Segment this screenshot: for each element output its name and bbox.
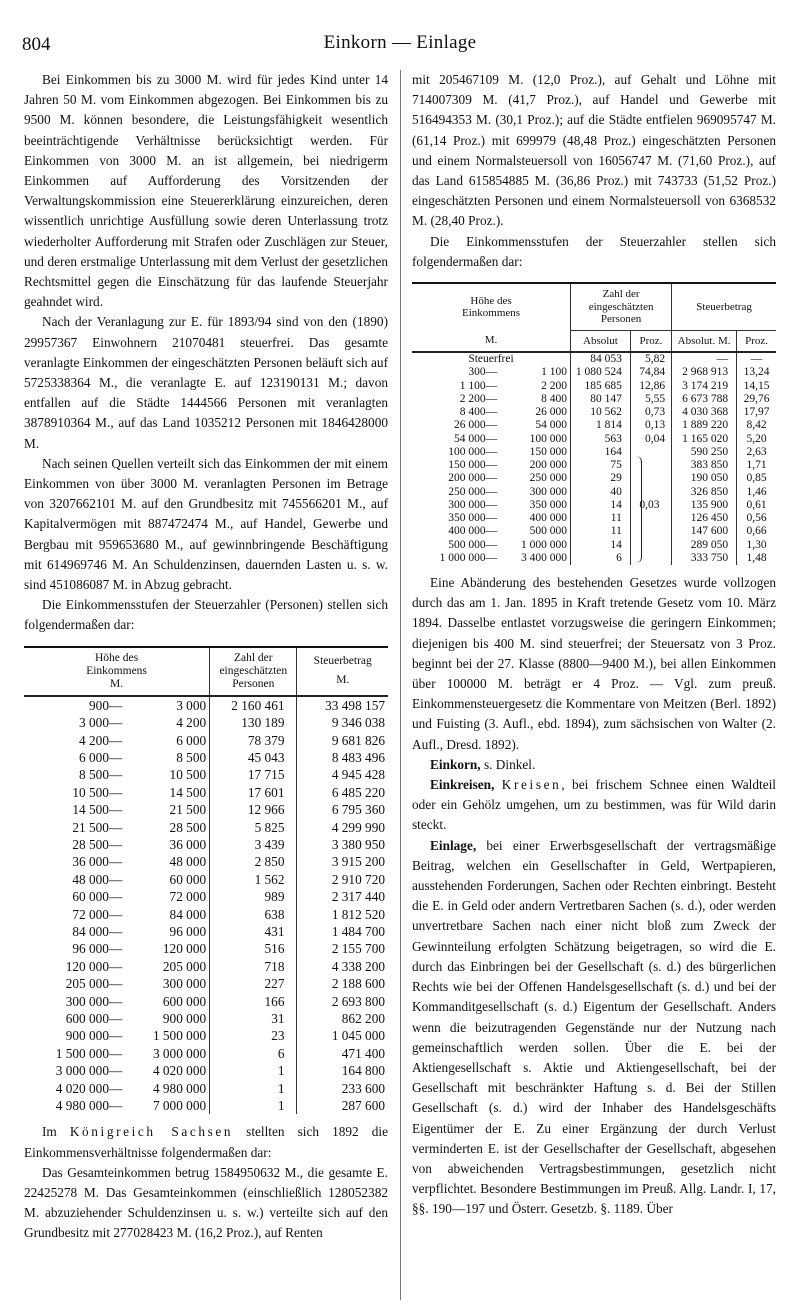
income-to-cell: 4 020 000: [152, 1063, 207, 1079]
income-from-cell: 72 000—: [72, 906, 123, 922]
table-row: [412, 512, 776, 525]
tax-cell: 3 915 200: [297, 853, 388, 870]
tax-cell: 3 380 950: [297, 836, 388, 853]
table-row: [24, 888, 388, 905]
income-from-cell: 60 000—: [72, 889, 123, 905]
income-from-cell: 4 200—: [79, 732, 123, 748]
tax-absolute-cell: 1 165 020: [672, 433, 737, 446]
table-row: [412, 446, 776, 459]
income-to-cell: 2 200: [541, 379, 568, 392]
income-from-cell: 6 000—: [79, 749, 123, 765]
persons-absolute-cell: 563: [571, 433, 631, 446]
tax-percent-cell: 1,46: [737, 486, 776, 499]
persons-cell: 6: [210, 1045, 297, 1062]
tax-percent-cell: 5,20: [737, 433, 776, 446]
income-from-cell: 300 000—: [65, 993, 123, 1009]
persons-absolute-cell: 80 147: [571, 393, 631, 406]
paragraph-saxony-total: Das Gesamteinkommen betrug 1584950632 M., die gesamte E. 22425278 M. Das Gesamteinkommen (einschließlich 128052382 M. abzuziehender Schuldenzinsen u. s. w.) verteilte sich auf den Grundbesitz mit 277028423 M. (16,2 Proz.), auf Renten: [24, 1164, 388, 1241]
income-from-cell: 300—: [468, 366, 498, 379]
header-income: Höhe des Einkommens: [462, 294, 521, 320]
persons-absolute-cell: 84 053: [571, 352, 631, 366]
tax-cell: 287 600: [297, 1097, 388, 1114]
tax-percent-cell: 1,71: [737, 459, 776, 472]
persons-absolute-cell: 6: [571, 552, 631, 565]
entry-einkreisen-headword: Einkreisen,: [430, 777, 495, 793]
column-divider: [400, 70, 401, 1300]
table-row: [412, 419, 776, 432]
persons-cell: 5 825: [210, 819, 297, 836]
income-to-cell: 4 200: [176, 715, 207, 731]
tax-percent-cell: 1,30: [737, 539, 776, 552]
header-tax-label: Steuerbetrag: [313, 655, 372, 668]
saxony-intro-end: stellten sich 1892 die Einkommensverhältnisse folgendermaßen dar:: [24, 1124, 388, 1160]
tax-cell: 1 484 700: [297, 923, 388, 940]
tax-percent-cell: 0,66: [737, 525, 776, 538]
table-row: [24, 714, 388, 731]
table-row: [24, 923, 388, 940]
income-from-cell: 900—: [89, 697, 123, 713]
table-row: [24, 766, 388, 783]
tax-percent-cell: 1,48: [737, 552, 776, 565]
income-from-cell: 900 000—: [65, 1028, 123, 1044]
income-from-cell: 1 100—: [459, 379, 498, 392]
tax-cell: 2 155 700: [297, 940, 388, 957]
income-from-cell: 200 000—: [448, 472, 498, 485]
tax-absolute-cell: 2 968 913: [672, 366, 737, 379]
income-to-cell: 21 500: [169, 802, 207, 818]
income-to-cell: 96 000: [169, 923, 207, 939]
persons-cell: 638: [210, 906, 297, 923]
persons-cell: 17 715: [210, 766, 297, 783]
table-row: [24, 853, 388, 870]
table-row: [24, 784, 388, 801]
tax-percent-cell: 13,24: [737, 366, 776, 379]
tax-absolute-cell: 190 050: [672, 472, 737, 485]
income-from-cell: 300 000—: [448, 498, 498, 511]
persons-absolute-cell: 185 685: [571, 380, 631, 393]
persons-percent-cell: 0,13: [630, 419, 671, 432]
paragraph-saxony-intro: [24, 1122, 388, 1162]
tax-cell: 2 317 440: [297, 888, 388, 905]
persons-cell: 1: [210, 1097, 297, 1114]
persons-cell: 227: [210, 975, 297, 992]
table-row: [412, 525, 776, 538]
income-to-cell: 500 000: [529, 525, 568, 538]
entry-einkreisen: [412, 775, 776, 836]
income-from-cell: 600 000—: [65, 1011, 123, 1026]
table-row: [412, 380, 776, 393]
persons-percent-cell: 12,86: [630, 380, 671, 393]
income-to-cell: 54 000: [535, 419, 568, 432]
table-row: [412, 499, 776, 512]
persons-absolute-cell: 10 562: [571, 406, 631, 419]
tax-absolute-cell: 126 450: [672, 512, 737, 525]
tax-cell: 9 681 826: [297, 732, 388, 749]
persons-cell: 1 562: [210, 871, 297, 888]
tax-absolute-cell: 147 600: [672, 525, 737, 538]
tax-absolute-cell: 135 900: [672, 499, 737, 512]
income-to-cell: 26 000: [535, 406, 568, 419]
header-persons-percent: Proz.: [630, 330, 671, 352]
tax-cell: 2 188 600: [297, 975, 388, 992]
tax-cell: 1 812 520: [297, 906, 388, 923]
tax-percent-cell: 2,63: [737, 446, 776, 459]
table-row: [24, 906, 388, 923]
entry-einlage-text: bei einer Erwerbsgesellschaft der vertragsmäßige Beitrag, welchen ein Gesellschafter in Geld, Wertpapieren, ausstehenden Forderungen, Sachen oder Rechten einbringt. Besteht die E. in Geld oder andern Vertretbaren Sachen (s. d.), oder werden unvertretbare Sachen nach einer nicht bloß zum Zweck der Gewinnteilung erfolgten Schätzung beigetragen, so wird die E. durch das Einbringen bei der Gesellschaft (s. d.) des bürgerlichen Rechts wie bei der Offenen Handelsgesellschaft (s. d.) und bei der Kommanditgesellschaft (s. d.) Eigentum der Gesellschaft. Anders wenn die beizutragenden Gegenstände nur der Nutzung nach gemeinschaftlich werden sollen. Über die E. bei der Aktiengesellschaft s. Aktie und Aktiengesellschaft, bei der Gesellschaft mit beschränkter Haftung s. d. Bei der Stillen Gesellschaft (s. d.) wird der Inhaber des Handelsgeschäfts Eigentümer der E. Zu einer Ergänzung der durch Verlust verminderten E. ist der Gesellschafter der Gesellschaft, abgesehen von abweichenden Vertragsbestimmungen, gesetzlich nicht verpflichtet. Besondere Bestimmungen im Preuß. Allg. Landr. I, 17, §§. 190—197 und Österr. Gesetzb. §. 1189. Über: [412, 837, 776, 1217]
tax-cell: 6 485 220: [297, 784, 388, 801]
table-row: [24, 1097, 388, 1114]
income-from-cell: 2 200—: [459, 392, 498, 405]
income-from-cell: 1 000 000—: [439, 551, 498, 564]
table-row: [24, 1080, 388, 1097]
paragraph-assessment-1893: Nach der Veranlagung zur E. für 1893/94 sind von den (1890) 29957367 Einwohnern 21070481 steuerfrei. Das gesamte veranlagte Einkommen der eingeschätzten Personen beläuft sich auf 5725338364 M., die veranlagte E. auf 123190131 M.; davon entfallen auf die Städte 1444566 Personen mit veranlagten 3878910364 M., auf das Land 1035212 Personen mit 1846428000 M.: [24, 314, 388, 451]
persons-absolute-cell: 14: [571, 499, 631, 512]
persons-absolute-cell: 75: [571, 459, 631, 472]
entry-einkorn-text: s. Dinkel.: [480, 756, 536, 772]
header-tax: Steuerbetrag: [672, 284, 776, 330]
tax-percent-cell: 14,15: [737, 380, 776, 393]
table-row: [412, 459, 776, 472]
table-row: [24, 993, 388, 1010]
persons-percent-cell: 5,55: [630, 393, 671, 406]
income-to-cell: 250 000: [529, 472, 568, 485]
tax-percent-cell: 8,42: [737, 419, 776, 432]
tax-cell: 6 795 360: [297, 801, 388, 818]
persons-absolute-cell: 1 080 524: [571, 366, 631, 379]
tax-absolute-cell: 1 889 220: [672, 419, 737, 432]
bracketed-percent-cell: [630, 446, 671, 565]
income-to-cell: 1 000 000: [521, 538, 568, 551]
income-to-cell: 84 000: [169, 906, 207, 922]
income-from-cell: 400 000—: [448, 525, 498, 538]
tax-percent-cell: 17,97: [737, 406, 776, 419]
income-from-cell: 8 500—: [79, 767, 123, 783]
income-from-cell: 1 500 000—: [55, 1045, 123, 1061]
table-row: [24, 975, 388, 992]
income-to-cell: 3 400 000: [521, 551, 568, 564]
table-row: [24, 1027, 388, 1044]
income-from-cell: 28 500—: [72, 836, 123, 852]
table-row: [24, 732, 388, 749]
header-tax-unit: M.: [336, 674, 350, 687]
bracketed-percent-value: 0,03: [639, 498, 660, 511]
entry-einlage-headword: Einlage,: [430, 837, 477, 853]
running-title: Einkorn — Einlage: [323, 32, 477, 53]
income-from-cell: 3 000—: [79, 715, 123, 731]
table-row: [412, 352, 776, 366]
persons-cell: 23: [210, 1027, 297, 1044]
persons-cell: 78 379: [210, 732, 297, 749]
tax-absolute-cell: 590 250: [672, 446, 737, 459]
income-to-cell: 4 980 000: [152, 1080, 207, 1096]
prussia-table-body: [24, 696, 388, 1115]
right-column: [412, 70, 776, 1220]
paragraph-table-intro-saxony: Die Einkommensstufen der Steuerzahler stellen sich folgendermaßen dar:: [412, 233, 776, 269]
persons-percent-cell: 0,04: [630, 433, 671, 446]
tax-absolute-cell: 383 850: [672, 459, 737, 472]
income-to-cell: 14 500: [169, 784, 207, 800]
income-to-cell: 1 500 000: [152, 1028, 207, 1044]
income-from-cell: 10 500—: [72, 784, 123, 800]
table-row: [412, 366, 776, 379]
income-to-cell: 72 000: [169, 889, 207, 905]
table-row: [412, 486, 776, 499]
income-to-cell: 8 500: [176, 749, 207, 765]
persons-absolute-cell: 1 814: [571, 419, 631, 432]
table-row: [24, 1062, 388, 1079]
paragraph-law-amendment: Eine Abänderung des bestehenden Gesetzes wurde vollzogen durch das am 1. Jan. 1895 in Kraft tretende Gesetz vom 10. März 1894. Dasselbe entlastet vorzugsweise die geringern Einkommen; diejenigen bis 400 M. sind steuerfrei; der Steuersatz von 3 Proz. beginnt bei der 27. Klasse (8800—9400 M.), bei allen Einkommen über 100000 M. beträgt er 4 Proz. — Vgl. zum preuß. Einkommensteuergesetz die Kommentare von Meitzen (Berl. 1892) und Fuisting (3. Aufl., ebd. 1894), zum sächsischen von Walter (2. Aufl., Dresd. 1892).: [412, 575, 776, 752]
persons-cell: 2 850: [210, 853, 297, 870]
tax-cell: 2 693 800: [297, 993, 388, 1010]
tax-cell: 2 910 720: [297, 871, 388, 888]
header-persons-absolute: Absolut: [571, 330, 631, 352]
income-to-cell: 205 000: [162, 958, 207, 974]
income-from-cell: 4 980 000—: [55, 1098, 123, 1114]
income-from-cell: 100 000—: [448, 445, 498, 458]
persons-cell: 431: [210, 923, 297, 940]
tax-cell: 1 045 000: [297, 1027, 388, 1044]
header-tax: [297, 648, 388, 696]
header-tax-absolute: Absolut. M.: [672, 330, 737, 352]
paragraph-income-sources: Nach seinen Quellen verteilt sich das Einkommen der mit einem Einkommen von über 3000 M. veranlagten Personen im Betrage von 3207662101 M. auf den Grundbesitz mit 745566201 M., auf Kapitalvermögen mit 887472474 M., auf Handel, Gewerbe und Bergbau mit 959653680 M., auf gewinnbringende Beschäftigung mit 614969746 M. An Schuldenzinsen, dauernden Lasten u. s. w. sind 451086087 M. in Abzug gebracht.: [24, 455, 388, 593]
persons-cell: 130 189: [210, 714, 297, 731]
income-from-cell: Steuerfrei: [468, 353, 514, 366]
persons-cell: 17 601: [210, 784, 297, 801]
tax-absolute-cell: 4 030 368: [672, 406, 737, 419]
persons-cell: 3 439: [210, 836, 297, 853]
persons-cell: 516: [210, 940, 297, 957]
income-to-cell: 600 000: [162, 993, 207, 1009]
saxony-intro-start: Im: [42, 1124, 70, 1140]
header-income-label: Höhe des Einkommens: [86, 651, 147, 677]
table-row: [24, 940, 388, 957]
tax-cell: 233 600: [297, 1080, 388, 1097]
income-to-cell: 1 100: [541, 366, 568, 379]
persons-cell: 718: [210, 958, 297, 975]
persons-cell: 1: [210, 1062, 297, 1079]
tax-cell: 33 498 157: [297, 696, 388, 714]
persons-cell: 2 160 461: [210, 696, 297, 714]
income-from-cell: 26 000—: [453, 419, 498, 432]
prussia-income-table: [24, 646, 388, 1115]
table-row: [412, 393, 776, 406]
income-to-cell: 7 000 000: [152, 1098, 207, 1114]
paragraph-child-allowance: Bei Einkommen bis zu 3000 M. wird für jedes Kind unter 14 Jahren 50 M. vom Einkommen abgezogen. Bei Einkommen bis zu 9500 M. können besondere, die Leistungsfähigkeit wesentlich beeinträchtigende Verhältnisse berücksichtigt werden. Für Einkommen von 3000 M. an ist allgemein, bei niedrigerm Einkommen auf Aufforderung des Vorsitzenden der Verwaltungskommission eine Steuererklärung einzureichen, deren wissentlich unrichtige Ausfüllung sowie deren Unterlassung trotz wiederholter Aufforderung mit Strafen oder Zuschlägen zur Steuer, und deren erstmalige Unterlassung mit dem Verlust der gesetzlichen Rechtsmittel gegen die Einschätzung für das laufende Steuerjahr geahndet wird.: [24, 72, 388, 310]
income-from-cell: 14 500—: [72, 802, 123, 818]
income-to-cell: 100 000: [529, 432, 568, 445]
tax-cell: 4 338 200: [297, 958, 388, 975]
table-row: [24, 1010, 388, 1027]
income-to-cell: 10 500: [169, 767, 207, 783]
tax-absolute-cell: 289 050: [672, 539, 737, 552]
income-from-cell: 4 020 000—: [55, 1080, 123, 1096]
persons-absolute-cell: 11: [571, 512, 631, 525]
income-to-cell: 400 000: [529, 512, 568, 525]
income-from-cell: 150 000—: [448, 459, 498, 472]
income-to-cell: 48 000: [169, 854, 207, 870]
table-row: [412, 406, 776, 419]
saxony-income-table: [412, 282, 776, 565]
brace-icon: [633, 456, 642, 563]
income-to-cell: 6 000: [176, 732, 207, 748]
income-from-cell: 205 000—: [65, 976, 123, 992]
table-row: [24, 819, 388, 836]
income-to-cell: 8 400: [541, 392, 568, 405]
paragraph-table-intro-prussia: Die Einkommensstufen der Steuerzahler (Personen) stellen sich folgendermaßen dar:: [24, 597, 388, 633]
table-row: [24, 836, 388, 853]
income-to-cell: 120 000: [162, 941, 207, 957]
entry-einkorn-headword: Einkorn,: [430, 756, 481, 772]
persons-absolute-cell: 164: [571, 446, 631, 459]
persons-percent-cell: 5,82: [630, 352, 671, 366]
income-to-cell: 150 000: [529, 445, 568, 458]
tax-cell: 862 200: [297, 1010, 388, 1027]
income-to-cell: 900 000: [162, 1011, 207, 1026]
tax-absolute-cell: 333 750: [672, 552, 737, 565]
income-from-cell: 96 000—: [72, 941, 123, 957]
income-to-cell: 3 000 000: [152, 1045, 207, 1061]
income-from-cell: 36 000—: [72, 854, 123, 870]
header-income: [24, 648, 210, 696]
table-row: [412, 539, 776, 552]
table-row: [412, 433, 776, 446]
table-row: [24, 749, 388, 766]
persons-cell: 1: [210, 1080, 297, 1097]
income-to-cell: 36 000: [169, 836, 207, 852]
paragraph-saxony-distribution: mit 205467109 M. (12,0 Proz.), auf Gehalt und Löhne mit 714007309 M. (41,7 Proz.), auf Handel und Gewerbe mit 516494353 M. (30,1 Proz.); auf die Städte entfielen 969095747 M. (61,14 Proz.) mit 699979 (48,48 Proz.) eingeschätzten Personen und einem Normalsteuersoll von 16056747 M. (71,60 Proz.), auf das Land 615854885 M. (36,86 Proz.) mit 743733 (51,52 Proz.) eingeschätzten Personen und einem Normalsteuersoll von 6368532 M. (28,40 Proz.).: [412, 72, 776, 229]
entry-einkreisen-text: , bei frischem Schnee einen Waldteil oder ein Gehölz umgehen, um zu bestimmen, was für Wild darin steckt.: [412, 777, 776, 833]
income-to-cell: 3 000: [176, 697, 207, 713]
saxony-table-body: [412, 352, 776, 565]
header-persons: Zahl der eingeschätzten Personen: [210, 648, 297, 696]
header-persons: Zahl der eingeschätzten Personen: [571, 284, 672, 330]
tax-cell: 8 483 496: [297, 749, 388, 766]
saxony-spaced-term: Königreich Sachsen: [69, 1124, 234, 1140]
header-tax-percent: Proz.: [737, 330, 776, 352]
income-from-cell: 84 000—: [72, 923, 123, 939]
income-to-cell: 300 000: [162, 976, 207, 992]
tax-absolute-cell: 326 850: [672, 486, 737, 499]
table-row: [412, 552, 776, 565]
persons-percent-cell: 0,73: [630, 406, 671, 419]
income-from-cell: 8 400—: [459, 406, 498, 419]
persons-cell: 12 966: [210, 801, 297, 818]
tax-absolute-cell: 6 673 788: [672, 393, 737, 406]
income-from-cell: 120 000—: [65, 958, 123, 974]
tax-absolute-cell: —: [672, 352, 737, 366]
persons-absolute-cell: 29: [571, 472, 631, 485]
income-to-cell: 28 500: [169, 819, 207, 835]
tax-percent-cell: 0,61: [737, 499, 776, 512]
entry-einkorn: [412, 755, 776, 775]
header-income-unit: M.: [110, 677, 124, 690]
table-row: [24, 801, 388, 818]
entry-einlage: [412, 836, 776, 1220]
persons-absolute-cell: 14: [571, 539, 631, 552]
income-from-cell: 500 000—: [448, 538, 498, 551]
persons-cell: 989: [210, 888, 297, 905]
tax-percent-cell: 0,56: [737, 512, 776, 525]
tax-percent-cell: 29,76: [737, 393, 776, 406]
table-row: [412, 472, 776, 485]
income-from-cell: 350 000—: [448, 512, 498, 525]
persons-percent-cell: 74,84: [630, 366, 671, 379]
income-to-cell: 350 000: [529, 498, 568, 511]
persons-absolute-cell: 11: [571, 525, 631, 538]
income-from-cell: 21 500—: [72, 819, 123, 835]
table-row: [24, 871, 388, 888]
income-from-cell: 54 000—: [453, 432, 498, 445]
tax-cell: 471 400: [297, 1045, 388, 1062]
persons-cell: 31: [210, 1010, 297, 1027]
left-column: [24, 70, 388, 1244]
income-from-cell: 3 000 000—: [55, 1063, 123, 1079]
income-to-cell: 200 000: [529, 459, 568, 472]
tax-percent-cell: 0,85: [737, 472, 776, 485]
tax-cell: 9 346 038: [297, 714, 388, 731]
income-from-cell: 48 000—: [72, 871, 123, 887]
tax-absolute-cell: 3 174 219: [672, 380, 737, 393]
table-row: [24, 1045, 388, 1062]
header-income-unit: M.: [412, 330, 571, 352]
persons-absolute-cell: 40: [571, 486, 631, 499]
entry-einkreisen-synonym: Kreisen: [501, 777, 562, 793]
income-to-cell: 60 000: [169, 871, 207, 887]
table-row: [24, 696, 388, 714]
tax-cell: 4 945 428: [297, 766, 388, 783]
income-to-cell: 300 000: [529, 485, 568, 498]
tax-cell: 4 299 990: [297, 819, 388, 836]
tax-percent-cell: —: [737, 352, 776, 366]
page-number: 804: [22, 34, 51, 55]
tax-cell: 164 800: [297, 1062, 388, 1079]
persons-cell: 166: [210, 993, 297, 1010]
income-from-cell: 250 000—: [448, 485, 498, 498]
persons-cell: 45 043: [210, 749, 297, 766]
table-row: [24, 958, 388, 975]
